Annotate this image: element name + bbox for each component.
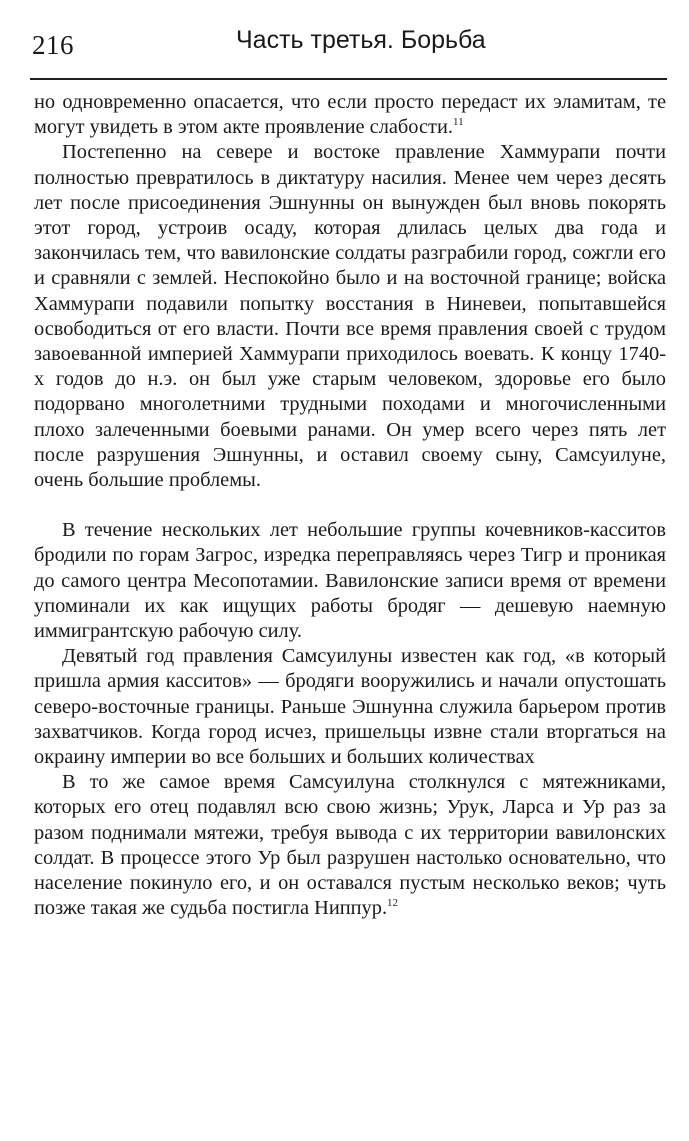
body-text	[34, 90, 666, 922]
running-head: Часть третья. Борьба	[236, 26, 486, 54]
paragraph: но одновременно опасается, что если просто передаст их эламитам, те могут увидеть в этом акте проявление слабости.$^{11}$	[34, 91, 666, 139]
paragraph: Постепенно на севере и востоке правление Хаммурапи почти полностью превратилось в диктатуру насилия. Менее чем через десять лет после присоединения Эшнунны он вынужден был вновь покорять этот город, устроив осаду, которая длилась целых два года и закончилась тем, что вавилонские солдаты разграбили город, сожгли его и сравняли с землей. Неспокойно было и на восточной границе; войска Хаммурапи подавили попытку восстания в Ниневеи, попытавшейся освободиться от его власти. Почти все время правления своей с трудом завоеванной империей Хаммурапи приходилось воевать. К концу 1740-х годов до н.э. он был уже старым человеком, здоровье его было подорвано многолетними трудными походами и многочисленными плохо залеченными боевыми ранами. Он умер всего через пять лет после разрушения Эшнунны, и оставил своему сыну, Самсуилуне, очень большие проблемы.	[34, 141, 666, 492]
header-rule	[30, 78, 667, 80]
paragraph: Девятый год правления Самсуилуны известен как год, «в который пришла армия касситов» — бродяги вооружились и начали опустошать северо-восточные границы. Раньше Эшнунна служила барьером против захватчиков. Когда город исчез, пришельцы извне стали вторгаться на окраину империи во все больших и больших количествах	[34, 645, 666, 769]
page-number: 216	[32, 30, 74, 60]
paragraph: В то же самое время Самсуилуна столкнулся с мятежниками, которых его отец подавлял всю свою жизнь; Урук, Ларса и Ур раз за разом поднимали мятежи, требуя вывода с их территории вавилонских солдат. В процессе этого Ур был разрушен настолько основательно, что население покинуло его, и он оставался пустым несколько веков; чуть позже такая же судьба постигла Ниппур.$^{12}$	[34, 771, 666, 920]
footnote-marker: 12	[387, 897, 399, 910]
page-header	[22, 18, 667, 70]
footnote-marker: 11	[452, 116, 464, 129]
paragraph: В течение нескольких лет небольшие группы кочевников-касситов бродили по горам Загрос, изредка переправляясь через Тигр и проникая до самого центра Месопотамии. Вавилонские записи время от времени упоминали их как ищущих работы бродяг — дешевую наемную иммигрантскую рабочую силу.	[34, 519, 666, 643]
